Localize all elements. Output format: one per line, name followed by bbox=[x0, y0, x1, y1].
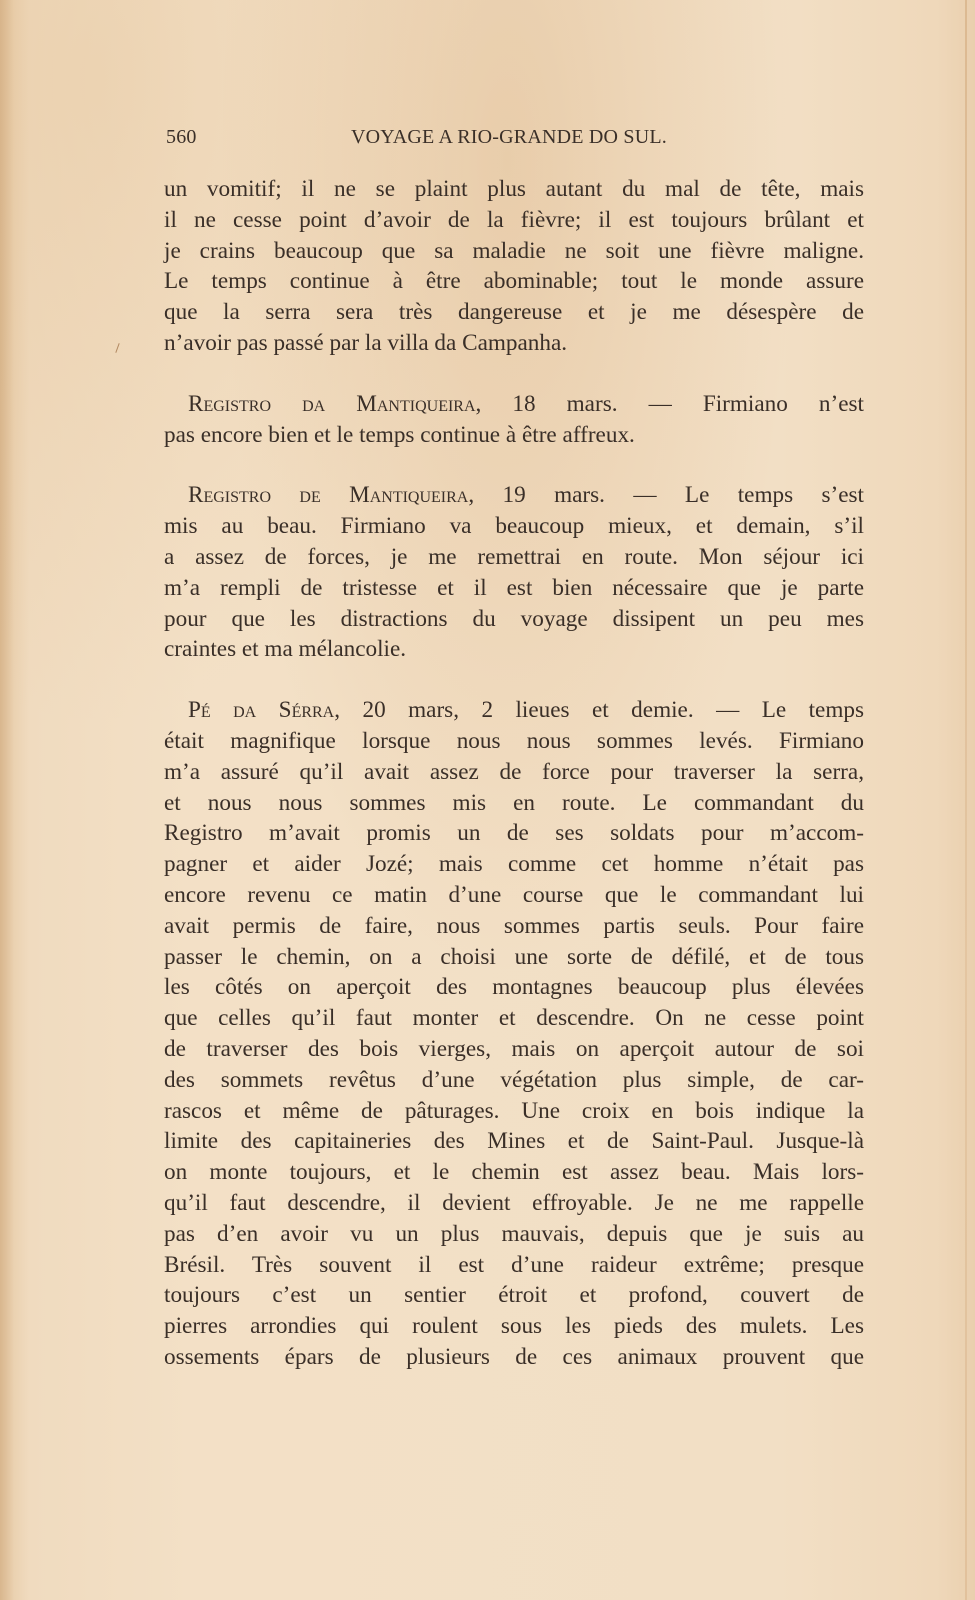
diary-entry bbox=[164, 480, 864, 665]
diary-entry bbox=[164, 389, 864, 451]
text-line: a assez de forces, je me remettrai en route. Mon séjour ici bbox=[164, 543, 864, 570]
diary-entry bbox=[164, 695, 864, 1373]
text-line: craintes et ma mélancolie. bbox=[164, 636, 407, 663]
page-gutter-shadow bbox=[0, 0, 14, 1600]
entry-place-heading: Pé da Sérra bbox=[188, 697, 335, 724]
body-text bbox=[164, 174, 864, 1373]
text-line: un vomitif; il ne se plaint plus autant du mal de tête, mais bbox=[164, 176, 864, 202]
running-title: VOYAGE A RIO-GRANDE DO SUL. bbox=[351, 126, 667, 148]
entry-first-line bbox=[164, 389, 864, 420]
text-line: que la serra sera très dangereuse et je me désespère de bbox=[164, 299, 864, 326]
margin-pencil-mark bbox=[115, 343, 119, 353]
page-edge bbox=[965, 0, 967, 1600]
text-line: je crains beaucoup que sa maladie ne soit une fièvre maligne. bbox=[164, 237, 864, 264]
text-line: encore revenu ce matin d’une course que le commandant lui bbox=[164, 881, 864, 908]
entry-first-line bbox=[164, 480, 864, 511]
text-line: n’avoir pas passé par la villa da Campanha. bbox=[164, 329, 568, 356]
text-line: était magnifique lorsque nous nous sommes levés. Firmiano bbox=[164, 727, 864, 754]
text-line: avait permis de faire, nous sommes partis seuls. Pour faire bbox=[164, 912, 864, 939]
text-line: m’a assuré qu’il avait assez de force pour traverser la serra, bbox=[164, 758, 864, 785]
entry-date-text: , 20 mars, 2 lieues et demie. — Le temps bbox=[334, 697, 865, 724]
entry-first-line bbox=[164, 695, 864, 726]
text-line: rascos et même de pâturages. Une croix en bois indique la bbox=[164, 1097, 864, 1124]
text-line: pierres arrondies qui roulent sous les pieds des mulets. Les bbox=[164, 1313, 864, 1340]
entry-place-heading: Registro de Mantiqueira bbox=[188, 482, 469, 509]
text-line: il ne cesse point d’avoir de la fièvre; il est toujours brûlant et bbox=[164, 206, 864, 233]
text-line: pagner et aider Jozé; mais comme cet homme n’était pas bbox=[164, 851, 864, 878]
text-line: mis au beau. Firmiano va beaucoup mieux, et demain, s’il bbox=[164, 513, 864, 540]
text-line: Brésil. Très souvent il est d’une raideur extrême; presque bbox=[164, 1251, 864, 1278]
text-line: toujours c’est un sentier étroit et profond, couvert de bbox=[164, 1282, 864, 1309]
text-line: ossements épars de plusieurs de ces animaux prouvent que bbox=[164, 1343, 864, 1370]
text-line: et nous nous sommes mis en route. Le commandant du bbox=[164, 789, 864, 816]
text-line: Le temps continue à être abominable; tout le monde assure bbox=[164, 268, 864, 295]
text-line: pas d’en avoir vu un plus mauvais, depuis que je suis au bbox=[164, 1220, 864, 1247]
text-line: que celles qu’il faut monter et descendre. On ne cesse point bbox=[164, 1005, 864, 1032]
text-line: de traverser des bois vierges, mais on aperçoit autour de soi bbox=[164, 1035, 864, 1062]
text-line: pour que les distractions du voyage dissipent un peu mes bbox=[164, 605, 864, 632]
entry-date-text: , 19 mars. — Le temps s’est bbox=[468, 482, 865, 509]
text-line: les côtés on aperçoit des montagnes beaucoup plus élevées bbox=[164, 974, 864, 1001]
page-number: 560 bbox=[166, 126, 197, 148]
text-line: on monte toujours, et le chemin est assez beau. Mais lors- bbox=[164, 1159, 864, 1186]
entry-place-heading: Registro da Mantiqueira bbox=[188, 390, 476, 417]
running-header bbox=[166, 126, 862, 156]
paragraph bbox=[164, 174, 864, 359]
text-line: m’a rempli de tristesse et il est bien nécessaire que je parte bbox=[164, 574, 864, 601]
text-line: Registro m’avait promis un de ses soldats pour m’accom- bbox=[164, 820, 864, 847]
entry-date-text: , 18 mars. — Firmiano n’est bbox=[475, 390, 864, 417]
text-line: pas encore bien et le temps continue à être affreux. bbox=[164, 421, 635, 448]
text-line: passer le chemin, on a choisi une sorte de défilé, et de tous bbox=[164, 943, 864, 970]
text-line: qu’il faut descendre, il devient effroyable. Je ne me rappelle bbox=[164, 1189, 864, 1216]
text-line: limite des capitaineries des Mines et de Saint-Paul. Jusque-là bbox=[164, 1128, 864, 1155]
text-line: des sommets revêtus d’une végétation plus simple, de car- bbox=[164, 1066, 864, 1093]
